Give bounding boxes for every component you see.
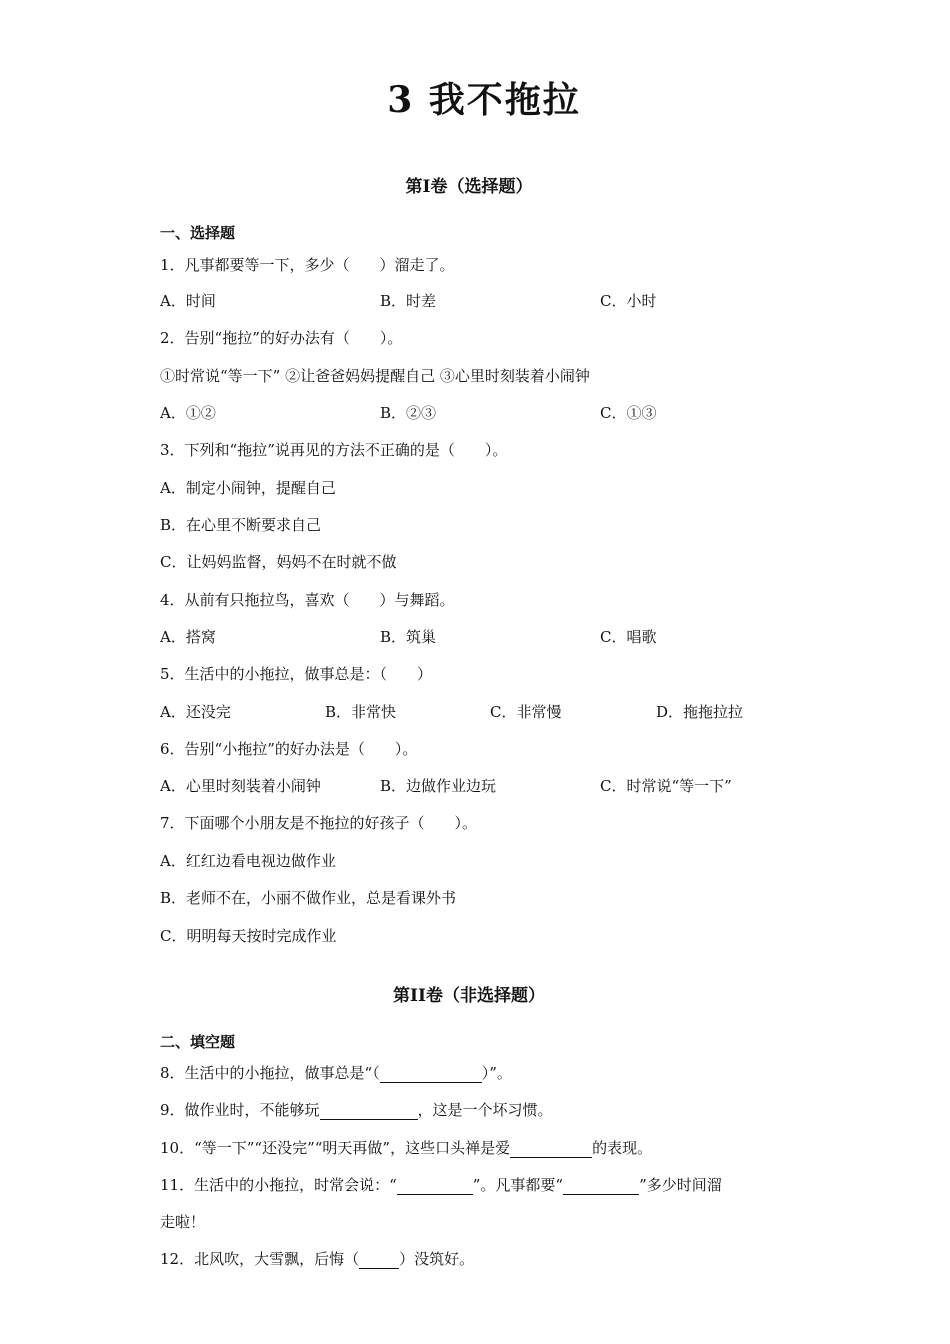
question-5-option-c: C．非常慢 (490, 703, 562, 721)
question-7-option-a: A．红红边看电视边做作业 (160, 852, 336, 870)
question-11-blank-2[interactable] (563, 1176, 639, 1195)
question-11-blank-1[interactable] (397, 1176, 473, 1195)
question-2-stem: 2．告别“拖拉”的好办法有（ ）。 (160, 329, 403, 347)
question-2-option-a: A．①② (160, 404, 216, 422)
question-10-blank[interactable] (510, 1139, 592, 1158)
question-5-option-b: B．非常快 (325, 703, 397, 721)
question-1-option-a: A．时间 (160, 292, 216, 310)
question-9 (160, 1099, 553, 1120)
question-11-text-after: ”多少时间溜 (639, 1176, 722, 1194)
question-6-option-b: B．边做作业边玩 (380, 777, 497, 795)
question-9-blank[interactable] (320, 1101, 418, 1120)
question-4-stem: 4．从前有只拖拉鸟，喜欢（ ）与舞蹈。 (160, 591, 455, 609)
question-5-option-d: D．拖拖拉拉 (656, 703, 744, 721)
question-6-stem: 6．告别“小拖拉”的好办法是（ ）。 (160, 740, 418, 758)
question-11-text-middle: ”。凡事都要“ (472, 1176, 564, 1194)
question-2-option-b: B．②③ (380, 404, 437, 422)
question-10-text-before: 10．“等一下”“还没完”“明天再做”，这些口头禅是爱 (160, 1139, 511, 1157)
question-4-option-c: C．唱歌 (600, 628, 657, 646)
question-7-option-c: C．明明每天按时完成作业 (160, 927, 337, 945)
question-8-text-before: 8．生活中的小拖拉，做事总是“（ (160, 1064, 380, 1082)
question-12-text-before: 12．北风吹，大雪飘，后悔（ (160, 1250, 360, 1268)
question-9-text-before: 9．做作业时，不能够玩 (160, 1101, 320, 1119)
question-5-option-a: A．还没完 (160, 703, 231, 721)
part2-title: 第II卷（非选择题） (393, 986, 545, 1006)
question-9-text-after: ，这是一个坏习惯。 (417, 1101, 553, 1119)
question-8 (160, 1062, 512, 1083)
question-5-stem: 5．生活中的小拖拉，做事总是：（ ） (160, 665, 433, 683)
question-3-option-b: B．在心里不断要求自己 (160, 516, 322, 534)
question-4-option-b: B．筑巢 (380, 628, 437, 646)
question-6-option-c: C．时常说“等一下” (600, 777, 732, 795)
question-1-stem: 1．凡事都要等一下，多少（ ）溜走了。 (160, 256, 455, 274)
question-12-blank[interactable] (359, 1250, 399, 1269)
section-fill-title: 二、填空题 (160, 1033, 236, 1051)
question-2-choices: ①时常说“等一下” ②让爸爸妈妈提醒自己 ③心里时刻装着小闹钟 (160, 367, 590, 385)
question-11-continuation: 走啦！ (160, 1213, 206, 1231)
section-choice-title: 一、选择题 (160, 224, 236, 242)
question-3-option-c: C．让妈妈监督，妈妈不在时就不做 (160, 553, 397, 571)
question-12-text-after: ）没筑好。 (399, 1250, 475, 1268)
question-2-option-c: C．①③ (600, 404, 657, 422)
question-10 (160, 1137, 652, 1158)
question-3-option-a: A．制定小闹钟，提醒自己 (160, 479, 336, 497)
question-8-text-after: ）”。 (481, 1064, 512, 1082)
question-1-option-c: C．小时 (600, 292, 657, 310)
page-title: 3 我不拖拉 (387, 79, 581, 121)
question-1-option-b: B．时差 (380, 292, 437, 310)
question-12 (160, 1248, 474, 1269)
question-8-blank[interactable] (380, 1064, 482, 1083)
part1-title: 第Ⅰ卷（选择题） (405, 177, 533, 197)
question-7-stem: 7．下面哪个小朋友是不拖拉的好孩子（ ）。 (160, 814, 478, 832)
question-6-option-a: A．心里时刻装着小闹钟 (160, 777, 321, 795)
question-7-option-b: B．老师不在，小丽不做作业，总是看课外书 (160, 889, 457, 907)
question-11 (160, 1174, 722, 1195)
question-3-stem: 3．下列和“拖拉”说再见的方法不正确的是（ ）。 (160, 441, 508, 459)
question-10-text-after: 的表现。 (592, 1139, 653, 1157)
question-4-option-a: A．搭窝 (160, 628, 216, 646)
question-11-text-before: 11．生活中的小拖拉，时常会说：“ (160, 1176, 397, 1194)
